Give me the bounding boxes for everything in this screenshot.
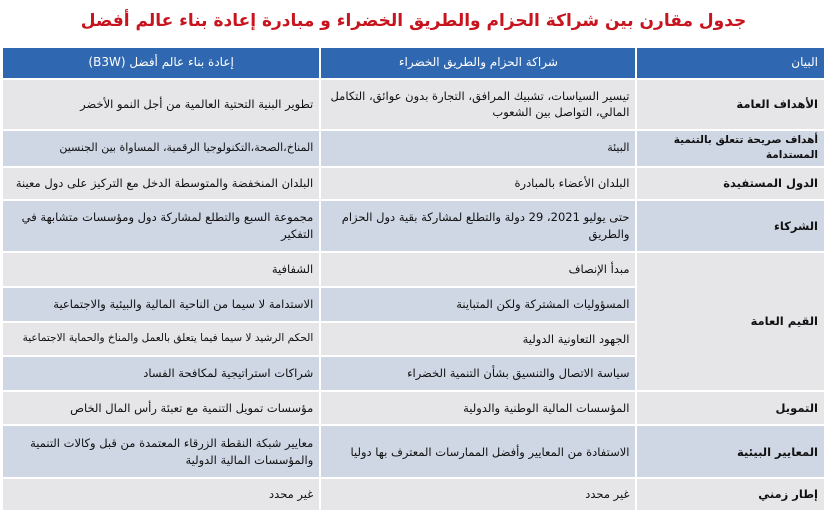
table-header-row: [2, 47, 825, 79]
bri-cell: مبدأ الإنصاف: [320, 252, 636, 287]
table-row: [2, 200, 825, 253]
bri-cell: البلدان الأعضاء بالمبادرة: [320, 167, 636, 200]
row-label: القيم العامة: [636, 252, 825, 390]
table-row: [2, 167, 825, 200]
table-row: [2, 79, 825, 130]
header-b3w: إعادة بناء عالم أفضل (B3W): [2, 47, 320, 79]
row-label: المعايير البيئية: [636, 425, 825, 478]
bri-cell: تيسير السياسات، تشبيك المرافق، التجارة بدون عوائق، التكامل المالي، التواصل بين الشعوب: [320, 79, 636, 130]
bri-cell: المسؤوليات المشتركة ولكن المتباينة: [320, 287, 636, 322]
b3w-cell: تطوير البنية التحتية العالمية من أجل النمو الأخضر: [2, 79, 320, 130]
b3w-cell: شراكات استراتيجية لمكافحة الفساد: [2, 356, 320, 391]
row-label: الشركاء: [636, 200, 825, 253]
b3w-cell: الشفافية: [2, 252, 320, 287]
bri-cell: الاستفادة من المعايير وأفضل الممارسات المعترف بها دوليا: [320, 425, 636, 478]
bri-cell: البيئة: [320, 130, 636, 167]
bri-cell: غير محدد: [320, 478, 636, 511]
table-row: [2, 130, 825, 167]
b3w-cell: مؤسسات تمويل التنمية مع تعبئة رأس المال الخاص: [2, 391, 320, 426]
b3w-cell: المناخ،الصحة،التكنولوجيا الرقمية، المساواة بين الجنسين: [2, 130, 320, 167]
b3w-cell: البلدان المنخفضة والمتوسطة الدخل مع التركيز على دول معينة: [2, 167, 320, 200]
bri-cell: حتى يوليو 2021، 29 دولة والتطلع لمشاركة بقية دول الحزام والطريق: [320, 200, 636, 253]
bri-cell: الجهود التعاونية الدولية: [320, 322, 636, 357]
row-label: الدول المستفيدة: [636, 167, 825, 200]
bri-cell: سياسة الاتصال والتنسيق بشأن التنمية الخضراء: [320, 356, 636, 391]
b3w-cell: غير محدد: [2, 478, 320, 511]
row-label: التمويل: [636, 391, 825, 426]
b3w-cell: الحكم الرشيد لا سيما فيما يتعلق بالعمل والمناخ والحماية الاجتماعية: [2, 322, 320, 357]
page-title: جدول مقارن بين شراكة الحزام والطريق الخضراء و مبادرة إعادة بناء عالم أفضل: [80, 11, 747, 31]
bri-cell: المؤسسات المالية الوطنية والدولية: [320, 391, 636, 426]
row-label: الأهداف العامة: [636, 79, 825, 130]
table-row: [2, 391, 825, 426]
row-label: إطار زمني: [636, 478, 825, 511]
b3w-cell: الاستدامة لا سيما من الناحية المالية والبيئية والاجتماعية: [2, 287, 320, 322]
b3w-cell: معايير شبكة النقطة الزرقاء المعتمدة من قبل وكالات التنمية والمؤسسات المالية الدولية: [2, 425, 320, 478]
comparison-table: [1, 46, 826, 512]
header-label: البيان: [636, 47, 825, 79]
table-row: [2, 425, 825, 478]
table-row: [2, 252, 825, 287]
header-bri: شراكة الحزام والطريق الخضراء: [320, 47, 636, 79]
row-label: أهداف صريحة تتعلق بالتنمية المستدامة: [636, 130, 825, 167]
table-row: [2, 478, 825, 511]
b3w-cell: مجموعة السبع والتطلع لمشاركة دول ومؤسسات متشابهة في التفكير: [2, 200, 320, 253]
